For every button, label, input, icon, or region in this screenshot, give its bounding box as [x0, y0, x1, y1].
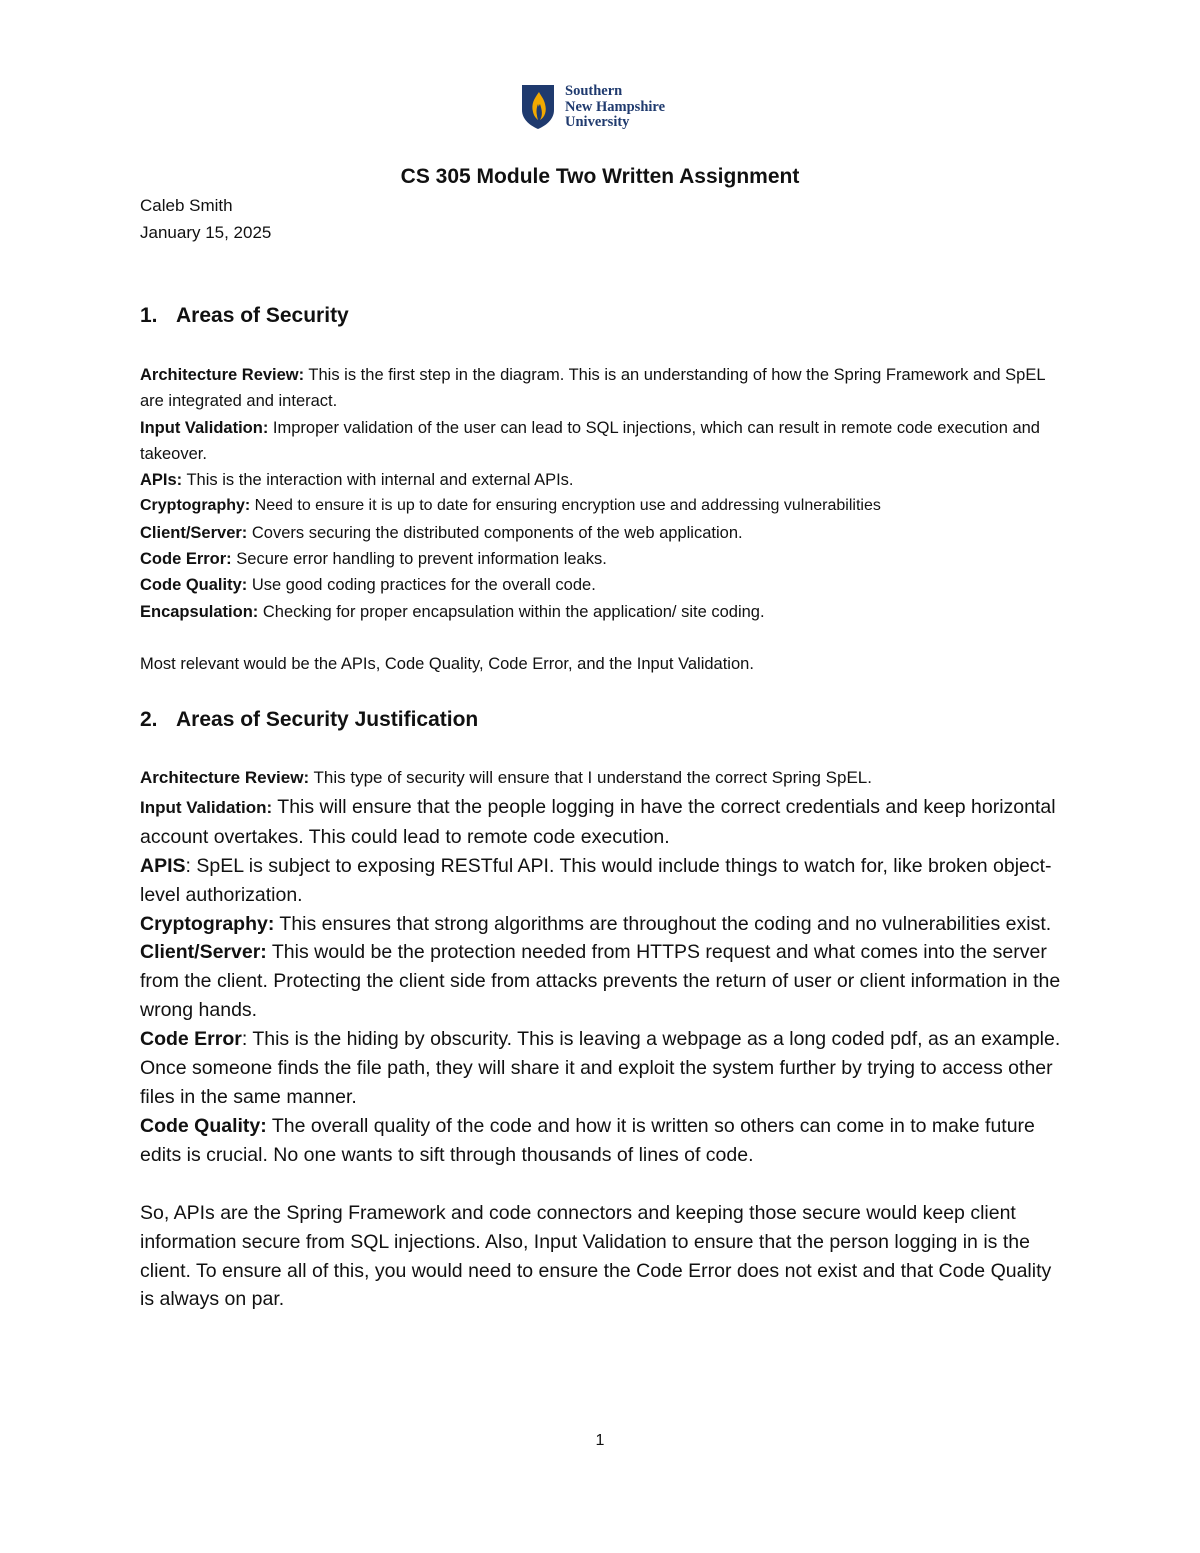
- item-term: APIS: [140, 854, 186, 877]
- item-term: Client/Server:: [140, 523, 248, 542]
- list-item: [140, 467, 1070, 493]
- item-text: This ensures that strong algorithms are throughout the coding and no vulnerabilities exist.: [274, 912, 1052, 935]
- item-text: The overall quality of the code and how it is written so others can come in to make future edits is crucial. No one wants to sift through thousands of lines of code.: [140, 1114, 1035, 1166]
- item-term: Code Quality:: [140, 576, 248, 595]
- section-2-title: Areas of Security Justification: [176, 708, 479, 731]
- list-item: [140, 852, 1070, 910]
- list-item: [140, 1025, 1070, 1112]
- item-term: Architecture Review:: [140, 366, 305, 384]
- list-item: [140, 493, 1070, 519]
- list-item: [140, 572, 1070, 598]
- section-1-title: Areas of Security: [176, 304, 349, 327]
- item-text: This would be the protection needed from HTTPS request and what comes into the server from the client. Protecting the client side from attacks prevents the return of user or client information in the wrong hands.: [140, 941, 1061, 1022]
- list-item: [140, 938, 1070, 1025]
- item-term: Code Quality:: [140, 1114, 267, 1137]
- list-item: [140, 764, 1070, 793]
- item-term: Architecture Review:: [140, 768, 310, 787]
- item-text: : This is the hiding by obscurity. This is leaving a webpage as a long coded pdf, as an example. Once someone finds the file path, they will share it and exploit the system further by trying to access other files in the same manner.: [140, 1028, 1061, 1108]
- logo-line-2: New Hampshire: [565, 98, 666, 115]
- item-text: Use good coding practices for the overall code.: [247, 576, 596, 595]
- item-term: Input Validation:: [140, 797, 273, 817]
- item-text: Covers securing the distributed components of the web application.: [247, 523, 743, 542]
- item-term: Client/Server:: [140, 941, 267, 964]
- item-term: Code Error:: [140, 550, 232, 569]
- section-2-body: [140, 764, 1070, 1314]
- logo-line-1: Southern: [565, 83, 623, 99]
- shield-flame-icon: [521, 84, 555, 130]
- section-2-summary: So, APIs are the Spring Framework and code connectors and keeping those secure would keep client information secure from SQL injections. Also, Input Validation to ensure that the person logging in is the client. To ensure all of this, you would need to ensure the Code Error does not exist and that Code Quality is always on par.: [140, 1201, 1052, 1311]
- section-1-summary: Most relevant would be the APIs, Code Quality, Code Error, and the Input Validation.: [140, 654, 754, 673]
- list-item: [140, 362, 1070, 415]
- list-item: [140, 910, 1070, 939]
- item-term: APIs:: [140, 471, 183, 490]
- section-2-number: 2.: [140, 708, 158, 731]
- list-item: [140, 793, 1070, 852]
- university-logo: [521, 84, 665, 131]
- document-title: CS 305 Module Two Written Assignment: [400, 165, 800, 188]
- section-1-heading: [140, 304, 349, 328]
- item-term: Cryptography:: [140, 912, 275, 935]
- item-text: Secure error handling to prevent information leaks.: [231, 550, 607, 569]
- section-2-heading: [140, 708, 478, 732]
- logo-line-3: University: [565, 114, 630, 130]
- item-term: Encapsulation:: [140, 602, 259, 621]
- item-text: This is the first step in the diagram. This is an understanding of how the Spring Framework and SpEL are integrated and interact.: [140, 366, 1045, 411]
- list-item: [140, 520, 1070, 546]
- author-name: Caleb Smith: [140, 196, 233, 215]
- list-item: [140, 599, 1070, 625]
- list-item: [140, 415, 1070, 468]
- item-text: This type of security will ensure that I understand the correct Spring SpEL.: [309, 768, 872, 787]
- item-text: Improper validation of the user can lead to SQL injections, which can result in remote code execution and takeover.: [140, 418, 1040, 463]
- item-text: This is the interaction with internal and external APIs.: [182, 471, 574, 490]
- item-term: Cryptography:: [140, 497, 251, 515]
- item-term: Code Error: [140, 1028, 242, 1051]
- list-item: [140, 546, 1070, 572]
- page-number: 1: [595, 1432, 605, 1449]
- item-text: Checking for proper encapsulation within the application/ site coding.: [258, 602, 765, 621]
- list-item: [140, 1112, 1070, 1170]
- item-term: Input Validation:: [140, 418, 269, 437]
- item-text: Need to ensure it is up to date for ensuring encryption use and addressing vulnerabilities: [250, 497, 881, 515]
- document-date: January 15, 2025: [140, 223, 272, 242]
- section-1-body: [140, 362, 1070, 677]
- item-text: : SpEL is subject to exposing RESTful API. This would include things to watch for, like broken object-level authorization.: [140, 854, 1052, 906]
- item-text: This will ensure that the people logging in have the correct credentials and keep horizontal account overtakes. This could lead to remote code execution.: [140, 795, 1056, 848]
- logo-wordmark: [565, 84, 665, 131]
- section-1-number: 1.: [140, 304, 158, 327]
